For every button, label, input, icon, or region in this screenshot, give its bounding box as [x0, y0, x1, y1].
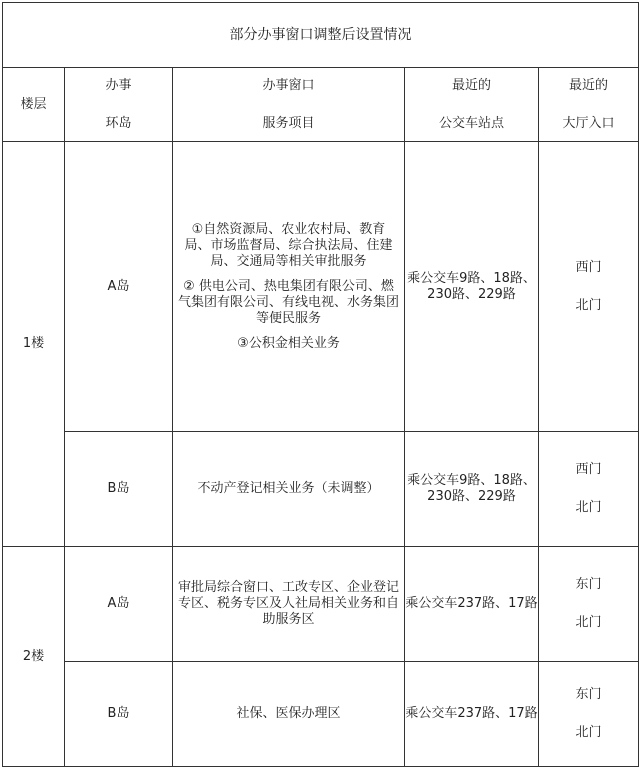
service-line: 等便民服务 [255, 310, 321, 326]
island-cell [65, 142, 172, 431]
service-paragraph-3 [237, 336, 340, 352]
floor-name: 1楼 [22, 336, 45, 351]
bus-line: 乘公交车9路、18路、 [407, 270, 536, 286]
service-line: 助服务区 [262, 612, 315, 627]
floor-cell-1 [3, 142, 64, 546]
entrance-name: 西门 [575, 259, 602, 275]
entrance-name: 北门 [575, 725, 602, 740]
island-cell [65, 662, 172, 766]
service-line: 专区、税务专区及人社局相关业务和自 [177, 596, 399, 611]
bus-line: 230路、229路 [427, 489, 516, 504]
header-floor [3, 68, 64, 141]
border-bottom [2, 766, 639, 767]
border-right [638, 2, 639, 767]
bus-cell [405, 142, 538, 431]
island-name: B岛 [107, 481, 130, 496]
header-service-line2: 服务项目 [262, 115, 315, 131]
header-service-line1: 办事窗口 [262, 77, 315, 93]
island-name: A岛 [107, 278, 130, 294]
header-bus-line1: 最近的 [451, 77, 491, 93]
service-line: ② 供电公司、热电集团有限公司、燃 [183, 278, 394, 294]
service-line: ①自然资源局、农业农村局、教育 [191, 221, 386, 237]
floor-name: 2楼 [22, 648, 45, 664]
service-cell [173, 432, 404, 546]
island-name: A岛 [107, 596, 130, 611]
header-service [173, 68, 404, 141]
header-entrance [539, 68, 638, 141]
service-cell [173, 547, 404, 661]
table-title-text: 部分办事窗口调整后设置情况 [229, 27, 412, 43]
entrance-name: 北门 [575, 297, 602, 313]
bus-line: 乘公交车9路、18路、 [407, 473, 536, 488]
entrance-cell [539, 142, 638, 431]
entrance-name: 西门 [575, 462, 602, 477]
entrance-name: 东门 [575, 687, 602, 702]
service-line: 不动产登记相关业务（未调整） [197, 481, 380, 496]
header-bus [405, 68, 538, 141]
service-paragraph-2 [178, 279, 399, 327]
bus-line: 230路、229路 [427, 286, 516, 302]
service-line: ③公积金相关业务 [237, 335, 340, 351]
service-cell [173, 142, 404, 431]
table-title [3, 3, 638, 67]
island-name: B岛 [107, 706, 130, 721]
header-bus-line2: 公交车站点 [438, 115, 504, 131]
bus-line: 乘公交车237路、17路 [405, 706, 538, 721]
island-cell [65, 547, 172, 661]
header-entrance-line2: 大厅入口 [562, 115, 615, 131]
bus-cell [405, 547, 538, 661]
service-line: 审批局综合窗口、工改专区、企业登记 [177, 580, 399, 595]
header-island-line1: 办事 [105, 77, 132, 93]
island-cell [65, 432, 172, 546]
header-island [65, 68, 172, 141]
entrance-cell [539, 662, 638, 766]
floor-cell-2 [3, 547, 64, 766]
bus-line: 乘公交车237路、17路 [405, 596, 538, 611]
header-entrance-line1: 最近的 [568, 77, 608, 93]
entrance-name: 北门 [575, 500, 602, 515]
header-island-line2: 环岛 [105, 115, 132, 131]
entrance-cell [539, 432, 638, 546]
service-line: 气集团有限公司、有线电视、水务集团 [177, 294, 399, 310]
service-line: 社保、医保办理区 [236, 706, 341, 721]
service-line: 局、市场监督局、综合执法局、住建 [184, 237, 393, 253]
service-cell [173, 662, 404, 766]
header-floor-text: 楼层 [20, 96, 47, 112]
bus-cell [405, 432, 538, 546]
entrance-name: 东门 [575, 577, 602, 592]
bus-cell [405, 662, 538, 766]
service-line: 局、交通局等相关审批服务 [210, 253, 367, 269]
entrance-name: 北门 [575, 615, 602, 630]
entrance-cell [539, 547, 638, 661]
service-paragraph-1 [184, 222, 392, 270]
